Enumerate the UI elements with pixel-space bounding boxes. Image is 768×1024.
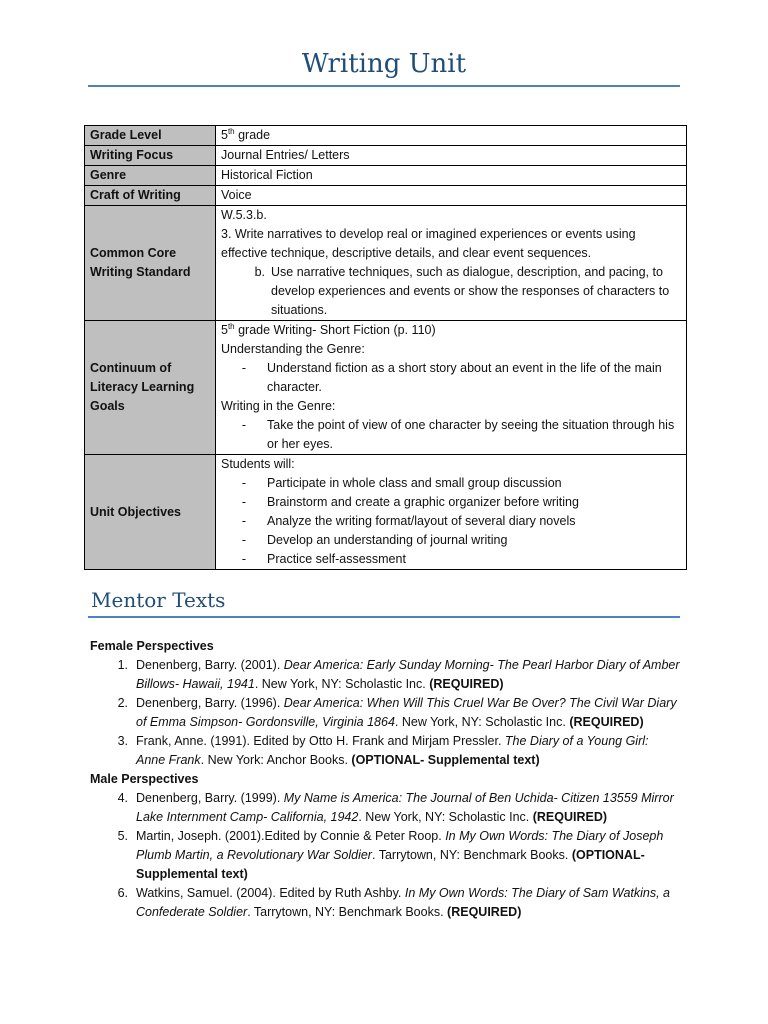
objective-item xyxy=(221,474,681,493)
genre-label: Genre xyxy=(85,166,216,186)
table-row-grade-level xyxy=(85,126,687,146)
reference-title: The Diary of a Young Girl: Anne Frank xyxy=(136,734,649,767)
reference-item xyxy=(90,789,680,827)
continuum-bullet-1-text: Understand fiction as a short story about an event in the life of the main character. xyxy=(267,361,662,394)
unit-overview-table xyxy=(84,125,687,570)
reference-author: Watkins, Samuel. (2004). Edited by Ruth Ashby. xyxy=(136,886,405,900)
reference-item xyxy=(90,884,680,922)
continuum-first-rest: grade Writing- Short Fiction (p. 110) xyxy=(234,323,436,337)
reference-title: My Name is America: The Journal of Ben Uchida- Citizen 13559 Mirror Lake Internment Camp- California, 1942 xyxy=(136,791,674,824)
grade-suffix: grade xyxy=(234,128,271,142)
reference-tag: (REQUIRED) xyxy=(429,677,504,691)
subitem-marker: b. xyxy=(254,265,265,279)
reference-publisher: . New York: Anchor Books. xyxy=(200,753,352,767)
reference-author: Denenberg, Barry. (1996). xyxy=(136,696,284,710)
dash-marker: - xyxy=(241,495,247,509)
reference-number: 1. xyxy=(117,658,128,672)
continuum-superscript: th xyxy=(227,321,235,331)
mentor-texts-heading: Mentor Texts xyxy=(91,588,226,612)
reference-publisher: . New York, NY: Scholastic Inc. xyxy=(394,715,570,729)
objective-item xyxy=(221,550,681,569)
reference-title: Dear America: Early Sunday Morning- The Pearl Harbor Diary of Amber Billows- Hawaii, 1941 xyxy=(136,658,680,691)
reference-author: Martin, Joseph. (2001).Edited by Connie & Peter Roop. xyxy=(136,829,446,843)
objective-item xyxy=(221,512,681,531)
reference-publisher: . Tarrytown, NY: Benchmark Books. xyxy=(371,848,572,862)
dash-marker: - xyxy=(241,476,247,490)
continuum-heading-1: Understanding the Genre: xyxy=(221,342,365,356)
standard-value xyxy=(216,206,687,321)
reference-number: 4. xyxy=(117,791,128,805)
reference-author: Denenberg, Barry. (2001). xyxy=(136,658,284,672)
reference-text xyxy=(136,827,680,884)
reference-item xyxy=(90,656,680,694)
dash-marker: - xyxy=(241,514,247,528)
continuum-label: Continuum of Literacy Learning Goals xyxy=(85,321,216,455)
grade-superscript: th xyxy=(227,126,235,136)
objectives-value xyxy=(216,455,687,570)
continuum-value xyxy=(216,321,687,455)
reference-number: 3. xyxy=(117,734,128,748)
female-perspectives-heading: Female Perspectives xyxy=(90,639,214,653)
reference-text xyxy=(136,656,680,694)
reference-publisher: . New York, NY: Scholastic Inc. xyxy=(358,810,533,824)
dash-marker: - xyxy=(241,552,247,566)
standard-code: W.5.3.b. xyxy=(221,208,267,222)
objective-text: Develop an understanding of journal writing xyxy=(267,533,508,547)
objectives-intro: Students will: xyxy=(221,457,295,471)
reference-item xyxy=(90,694,680,732)
reference-number: 2. xyxy=(117,696,128,710)
reference-text xyxy=(136,789,680,827)
continuum-bullet-1 xyxy=(221,359,681,397)
reference-tag: (REQUIRED) xyxy=(569,715,644,729)
craft-value: Voice xyxy=(216,186,687,206)
grade-number: 5 xyxy=(221,128,228,142)
table-row-standard xyxy=(85,206,687,321)
reference-item xyxy=(90,732,680,770)
table-row-continuum xyxy=(85,321,687,455)
reference-tag: (REQUIRED) xyxy=(532,810,608,824)
mentor-texts-list xyxy=(90,637,680,922)
reference-number: 6. xyxy=(117,886,128,900)
reference-number: 5. xyxy=(117,829,128,843)
reference-text xyxy=(136,732,680,770)
male-perspectives-heading: Male Perspectives xyxy=(90,772,199,786)
reference-item xyxy=(90,827,680,884)
objectives-label: Unit Objectives xyxy=(85,455,216,570)
reference-text xyxy=(136,884,680,922)
reference-tag: (OPTIONAL- Supplemental text) xyxy=(136,848,645,881)
objective-text: Analyze the writing format/layout of several diary novels xyxy=(267,514,576,528)
reference-publisher: . Tarrytown, NY: Benchmark Books. xyxy=(247,905,448,919)
table-row-genre xyxy=(85,166,687,186)
page-title: Writing Unit xyxy=(301,49,467,79)
reference-author: Frank, Anne. (1991). Edited by Otto H. Frank and Mirjam Pressler. xyxy=(136,734,505,748)
dash-marker: - xyxy=(241,418,247,432)
dash-marker: - xyxy=(241,533,247,547)
standard-text: 3. Write narratives to develop real or imagined experiences or events using effective technique, descriptive details, and clear event sequences. xyxy=(221,227,636,260)
objective-text: Participate in whole class and small group discussion xyxy=(267,476,562,490)
craft-label: Craft of Writing xyxy=(85,186,216,206)
reference-text xyxy=(136,694,680,732)
objective-item xyxy=(221,531,681,550)
reference-tag: (REQUIRED) xyxy=(447,905,522,919)
objective-item xyxy=(221,493,681,512)
continuum-grade-number: 5 xyxy=(221,323,228,337)
reference-title: In My Own Words: The Diary of Sam Watkins, a Confederate Soldier xyxy=(136,886,671,919)
standard-subitem xyxy=(221,263,681,320)
genre-value: Historical Fiction xyxy=(216,166,687,186)
objective-text: Practice self-assessment xyxy=(267,552,406,566)
subitem-text: Use narrative techniques, such as dialogue, description, and pacing, to develop experiences and events or show the responses of characters to situations. xyxy=(271,265,670,317)
continuum-heading-2: Writing in the Genre: xyxy=(221,399,336,413)
table-row-writing-focus xyxy=(85,146,687,166)
table-row-objectives xyxy=(85,455,687,570)
dash-marker: - xyxy=(241,361,247,375)
reference-publisher: . New York, NY: Scholastic Inc. xyxy=(254,677,430,691)
writing-focus-label: Writing Focus xyxy=(85,146,216,166)
mentor-divider xyxy=(88,616,680,618)
reference-author: Denenberg, Barry. (1999). xyxy=(136,791,284,805)
reference-tag: (OPTIONAL- Supplemental text) xyxy=(351,753,540,767)
continuum-first-line xyxy=(221,321,681,340)
reference-title: In My Own Words: The Diary of Joseph Plumb Martin, a Revolutionary War Soldier xyxy=(136,829,664,862)
table-row-craft xyxy=(85,186,687,206)
title-divider xyxy=(88,85,680,87)
continuum-bullet-2-text: Take the point of view of one character by seeing the situation through his or her eyes. xyxy=(267,418,675,451)
writing-focus-value: Journal Entries/ Letters xyxy=(216,146,687,166)
grade-level-label: Grade Level xyxy=(85,126,216,146)
grade-level-value xyxy=(216,126,687,146)
continuum-bullet-2 xyxy=(221,416,681,454)
objective-text: Brainstorm and create a graphic organizer before writing xyxy=(267,495,579,509)
standard-label: Common Core Writing Standard xyxy=(85,206,216,321)
reference-title: Dear America: When Will This Cruel War Be Over? The Civil War Diary of Emma Simpson- Gordonsville, Virginia 1864 xyxy=(136,696,677,729)
